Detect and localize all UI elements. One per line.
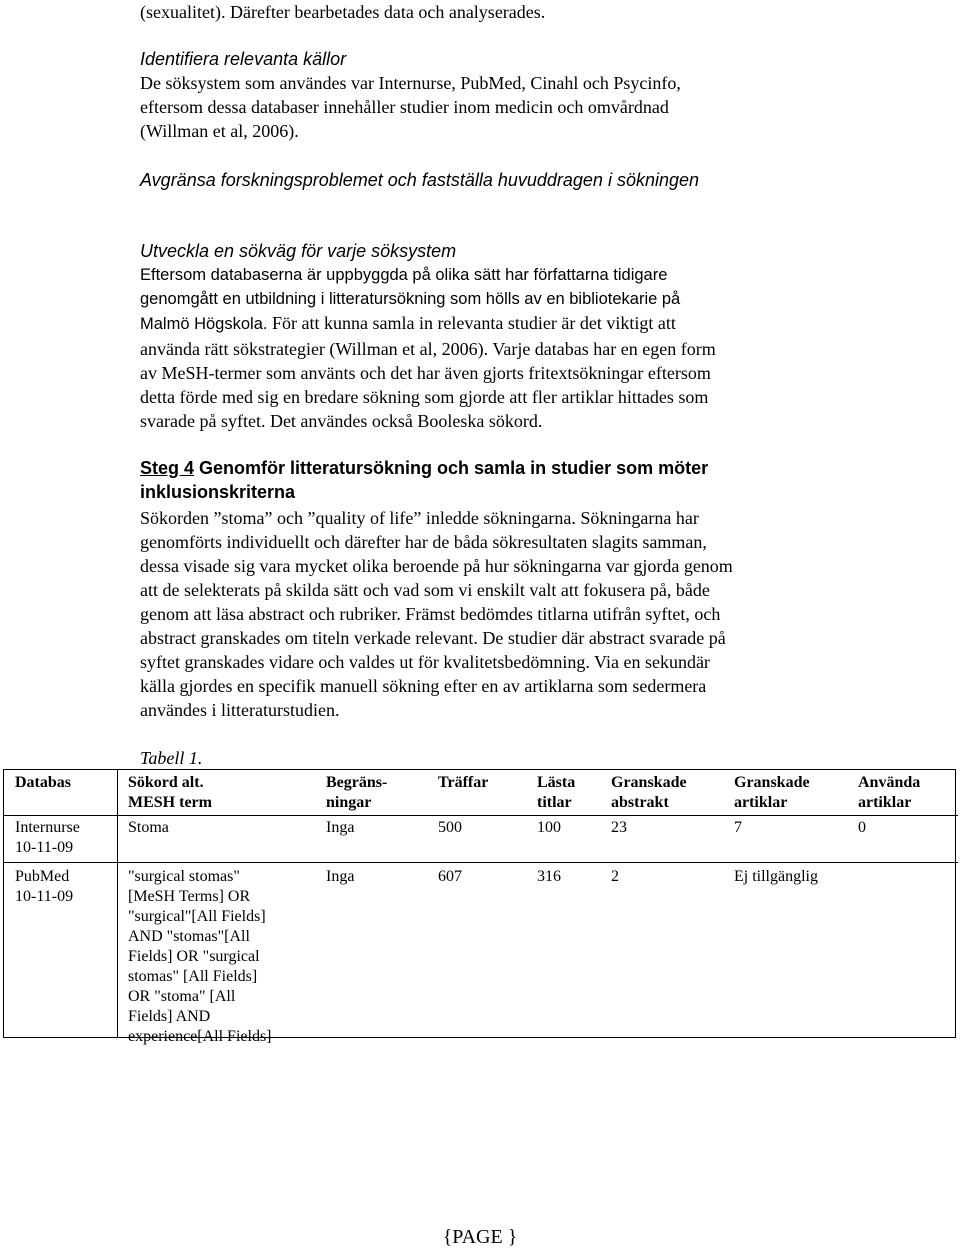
cell-text: 10-11-09 [15, 888, 74, 905]
text-line: att de selekterats på skilda sätt och vad som vi enskilt valt att fokusera på, både [140, 580, 710, 600]
text-line: Sökorden ”stoma” och ”quality of life” inledde sökningarna. Sökningarna har [140, 508, 699, 528]
section-heading-avgransa: Avgränsa forskningsproblemet och fastställa huvuddragen i sökningen [140, 170, 700, 190]
table-cell [3, 863, 116, 1050]
table-cell [426, 816, 525, 863]
table-cell [525, 863, 599, 1050]
cell-text: "surgical"[All Fields] [128, 908, 266, 925]
text-line: svarade på syftet. Det användes också Booleska sökord. [140, 411, 543, 431]
header-cell [314, 769, 426, 816]
text-line: av MeSH-termer som använts och det har även gjorts fritextsökningar eftersom [140, 363, 711, 383]
header-cell [426, 769, 525, 816]
page-footer: {PAGE } [442, 1226, 518, 1248]
cell-text: Stoma [128, 819, 169, 836]
header-text: abstrakt [611, 794, 669, 811]
cell-text: stomas" [All Fields] [128, 968, 258, 985]
table-cell [722, 816, 846, 863]
cell-text: 0 [858, 819, 866, 836]
cell-text: 7 [734, 819, 742, 836]
table-cell [116, 863, 314, 1050]
cell-text: Fields] AND [128, 1008, 211, 1025]
heading-rest: Genomför litteratursökning och samla in studier som möter [194, 458, 709, 478]
table-row [3, 816, 958, 863]
header-text: artiklar [734, 794, 788, 811]
table-header-row [3, 769, 958, 816]
table-cell [599, 863, 722, 1050]
table-caption: Tabell 1. [140, 748, 203, 768]
table-cell [846, 816, 958, 863]
table-row [3, 863, 958, 1050]
text-line: användes i litteraturstudien. [140, 700, 340, 720]
header-text: titlar [537, 794, 572, 811]
cell-text: Internurse [15, 819, 80, 836]
header-text: MESH term [128, 794, 212, 811]
header-cell [3, 769, 116, 816]
text-line: detta förde med sig en bredare sökning som gjorde att fler artiklar hittades som [140, 387, 709, 407]
cell-text: Ej tillgänglig [734, 868, 818, 885]
text-line: eftersom dessa databaser innehåller studier inom medicin och omvårdnad [140, 97, 669, 117]
table-column-divider [117, 769, 118, 1038]
cell-text: 500 [438, 819, 462, 836]
header-text: Granskade [734, 774, 810, 791]
cell-text: 2 [611, 868, 619, 885]
text-line: De söksystem som användes var Internurse, PubMed, Cinahl och Psycinfo, [140, 73, 681, 93]
cell-text: AND "stomas"[All [128, 928, 250, 945]
table-cell [3, 816, 116, 863]
text-line: använda rätt sökstrategier (Willman et al, 2006). Varje databas har en egen form [140, 339, 716, 359]
table-cell [722, 863, 958, 1050]
text-line: dessa visade sig vara mycket olika beroende på hur sökningarna var gjorda genom [140, 556, 733, 576]
text-line: källa gjordes en specifik manuell sökning efter en av artiklarna som sedermera [140, 676, 707, 696]
section-heading-utveckla: Utveckla en sökväg för varje söksystem [140, 241, 457, 261]
cell-text: Inga [326, 868, 355, 885]
cell-text: [MeSH Terms] OR [128, 888, 251, 905]
text-line: (Willman et al, 2006). [140, 121, 299, 141]
header-cell [846, 769, 958, 816]
table-cell [525, 816, 599, 863]
cell-text: OR "stoma" [All [128, 988, 236, 1005]
section-heading-identifiera: Identifiera relevanta källor [140, 49, 347, 69]
header-cell [722, 769, 846, 816]
paragraph-litteratursokning [140, 506, 860, 722]
text-line: genomförts individuellt och därefter har de båda sökresultaten slagits samman, [140, 532, 707, 552]
heading-prefix: Steg 4 [140, 458, 195, 478]
header-text: ningar [326, 794, 372, 811]
header-text: Använda [858, 774, 921, 791]
header-text: Träffar [438, 774, 489, 791]
text-line: genomgått en utbildning i litteratursökning som hölls av en bibliotekarie på [140, 290, 681, 308]
cell-text: 10-11-09 [15, 839, 74, 856]
header-text: Sökord alt. [128, 774, 204, 791]
table-cell [426, 863, 525, 1050]
text-line: Eftersom databaserna är uppbyggda på olika sätt har författarna tidigare [140, 266, 668, 284]
text-line [140, 311, 840, 337]
table-cell [599, 816, 722, 863]
text-line: abstract granskades om titeln verkade relevant. De studier där abstract svarade på [140, 628, 726, 648]
top-line: (sexualitet). Därefter bearbetades data och analyserades. [140, 2, 546, 22]
heading-line: inklusionskriterna [140, 482, 296, 502]
header-text: Begräns- [326, 774, 388, 791]
header-cell [116, 769, 314, 816]
table-cell [116, 816, 314, 863]
header-text: artiklar [858, 794, 912, 811]
header-text: Granskade [611, 774, 687, 791]
table-cell [314, 816, 426, 863]
text-fragment: Malmö Högskola. [140, 315, 268, 333]
cell-text: Fields] OR "surgical [128, 948, 260, 965]
cell-text: 316 [537, 868, 561, 885]
paragraph-kallor [140, 71, 840, 143]
cell-text: 100 [537, 819, 561, 836]
header-text: Lästa [537, 774, 576, 791]
section-heading-steg4 [140, 456, 860, 504]
cell-text: 23 [611, 819, 627, 836]
header-text: Databas [15, 774, 72, 791]
cell-text: PubMed [15, 868, 70, 885]
cell-text: Inga [326, 819, 355, 836]
cell-text: 607 [438, 868, 462, 885]
table-cell [314, 863, 426, 1050]
header-cell [599, 769, 722, 816]
cell-text: "surgical stomas" [128, 868, 240, 885]
text-line: genom att läsa abstract och rubriker. Främst bedömdes titlarna utifrån syftet, och [140, 604, 721, 624]
text-line: syftet granskades vidare och valdes ut för kvalitetsbedömning. Via en sekundär [140, 652, 710, 672]
header-cell [525, 769, 599, 816]
text-fragment: För att kunna samla in relevanta studier är det viktigt att [267, 313, 676, 333]
paragraph-sokvag [140, 263, 840, 433]
results-table [3, 769, 958, 1049]
heading-line [140, 456, 860, 480]
cell-text: experience[All Fields] [128, 1028, 272, 1045]
